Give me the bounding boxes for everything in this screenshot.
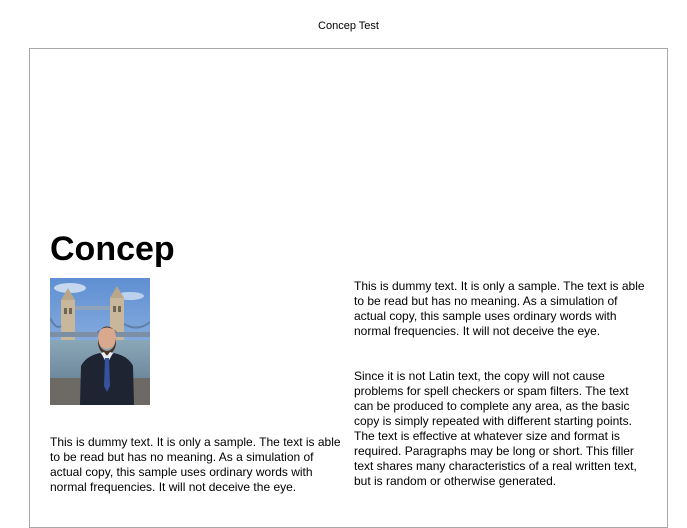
left-paragraph: This is dummy text. It is only a sample. The text is able to be read but has no meaning. As a simulation of actual copy, this sample uses ordinary words with normal frequencies. It will not deceive the eye. — [50, 435, 341, 494]
window-title: Concep Test — [318, 20, 379, 32]
portrait-photo — [50, 278, 150, 405]
right-paragraph-2: Since it is not Latin text, the copy will not cause problems for spell checkers or spam filters. The text can be produced to complete any area, as the basic copy is simply repeated with different starting points. The text is effective at whatever size and format is required. Paragraphs may be long or short. This filler text shares many characteristics of a real written text, but is random or otherwise generated. — [354, 369, 637, 488]
portrait-photo-icon — [50, 278, 150, 405]
right-paragraph-1: This is dummy text. It is only a sample. The text is able to be read but has no meaning. As a simulation of actual copy, this sample uses ordinary words with normal frequencies. It will not deceive the eye. — [354, 279, 645, 338]
content-frame — [29, 48, 668, 528]
page-heading: Concep — [50, 230, 175, 268]
